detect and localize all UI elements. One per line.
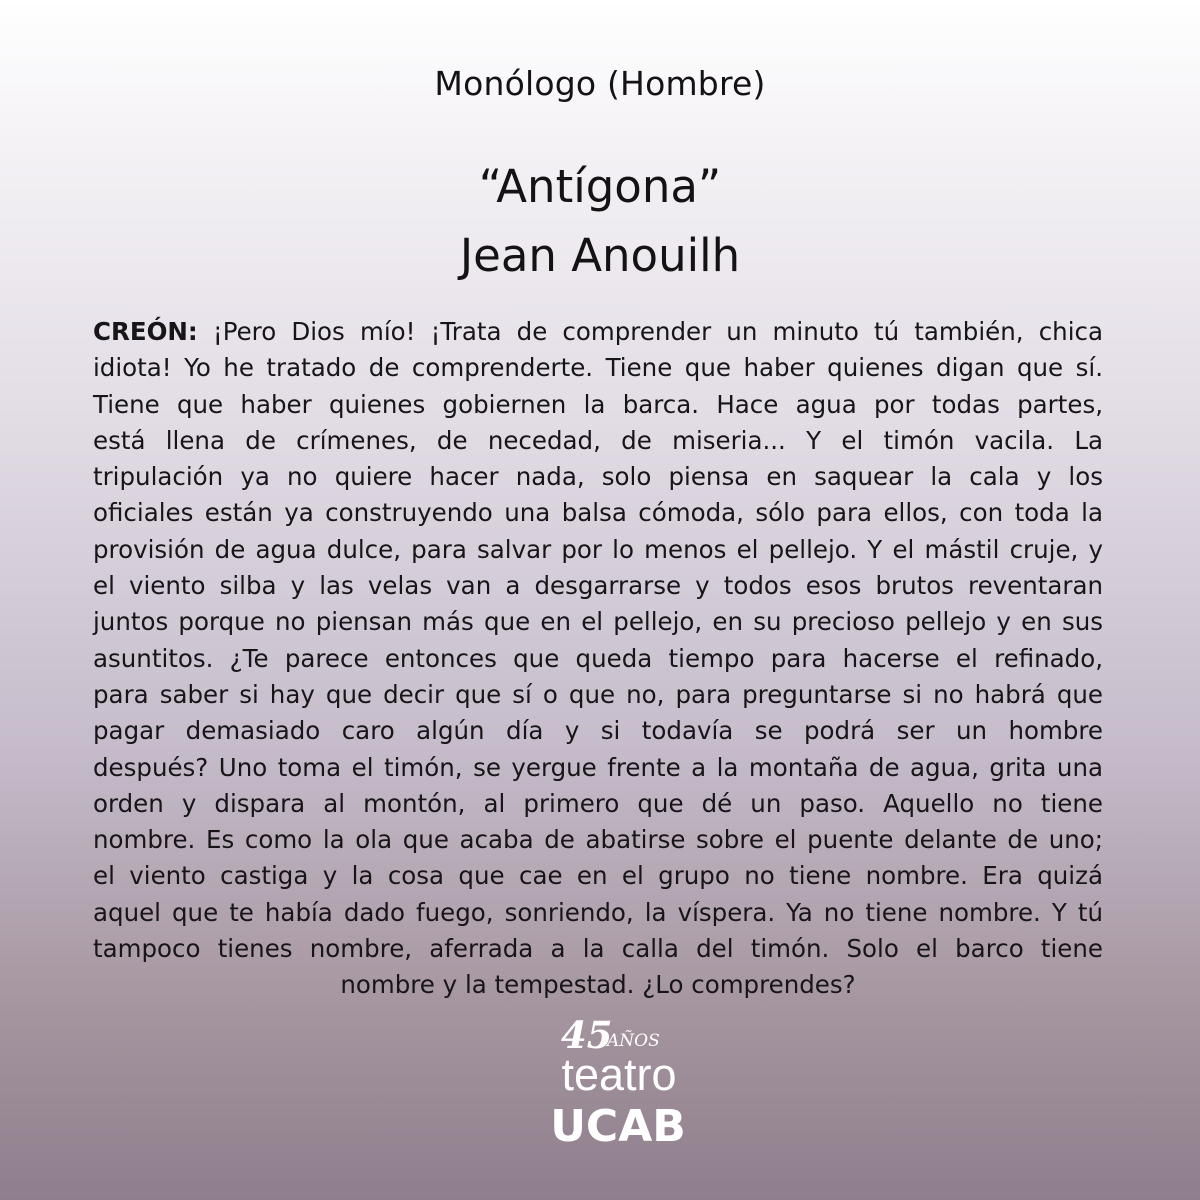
logo-ucab: UCAB: [550, 1101, 686, 1148]
monologue-line: idiota! Yo he tratado de comprenderte. Tiene que haber quienes digan que sí.: [93, 353, 1103, 383]
monologue-line: está llena de crímenes, de necedad, de miseria... Y el timón vacila. La: [93, 425, 1103, 455]
play-title: “Antígona”: [478, 160, 722, 213]
monologue-line: el viento castiga y la cosa que cae en el grupo no tiene nombre. Era quizá: [93, 861, 1103, 891]
monologue-line: [93, 314, 1103, 350]
teatro-ucab-logo: [0, 1018, 1200, 1148]
speaker-name: CREÓN:: [93, 317, 198, 346]
monologue-line-text: ¡Pero Dios mío! ¡Trata de comprender un minuto tú también, chica: [197, 317, 1103, 346]
monologue-line: pagar demasiado caro algún día y si todavía se podrá ser un hombre: [93, 716, 1103, 746]
monologue-line: orden y dispara al montón, al primero que dé un paso. Aquello no tiene: [93, 788, 1103, 818]
monologue-line: tampoco tienes nombre, aferrada a la calla del timón. Solo el barco tiene: [93, 934, 1103, 964]
monologue-line: después? Uno toma el timón, se yergue frente a la montaña de agua, grita una: [93, 752, 1103, 782]
monologue-line: oficiales están ya construyendo una balsa cómoda, sólo para ellos, con toda la: [93, 498, 1103, 528]
monologue-line: nombre y la tempestad. ¿Lo comprendes?: [340, 970, 856, 1000]
monologue-text: [93, 314, 1103, 1004]
monologue-category: Monólogo (Hombre): [434, 64, 766, 103]
logo-number: 45: [561, 1018, 613, 1057]
monologue-line: tripulación ya no quiere hacer nada, solo piensa en saquear la cala y los: [93, 462, 1103, 492]
logo-teatro: teatro: [561, 1049, 677, 1100]
monologue-line: nombre. Es como la ola que acaba de abatirse sobre el puente delante de uno;: [93, 825, 1103, 855]
logo-anos: AÑOS: [607, 1031, 660, 1051]
play-author: Jean Anouilh: [459, 229, 741, 282]
teatro-ucab-logo-graphic: [0, 1018, 1200, 1148]
monologue-line: Tiene que haber quienes gobiernen la barca. Hace agua por todas partes,: [93, 389, 1103, 419]
monologue-line: provisión de agua dulce, para salvar por lo menos el pellejo. Y el mástil cruje, y: [93, 534, 1103, 564]
monologue-line: juntos porque no piensan más que en el pellejo, en su precioso pellejo y en sus: [93, 607, 1103, 637]
monologue-line: aquel que te había dado fuego, sonriendo, la víspera. Ya no tiene nombre. Y tú: [93, 897, 1103, 927]
monologue-line: asuntitos. ¿Te parece entonces que queda tiempo para hacerse el refinado,: [93, 643, 1103, 673]
monologue-line: para saber si hay que decir que sí o que no, para preguntarse si no habrá que: [93, 679, 1103, 709]
monologue-line: el viento silba y las velas van a desgarrarse y todos esos brutos reventaran: [93, 571, 1103, 601]
